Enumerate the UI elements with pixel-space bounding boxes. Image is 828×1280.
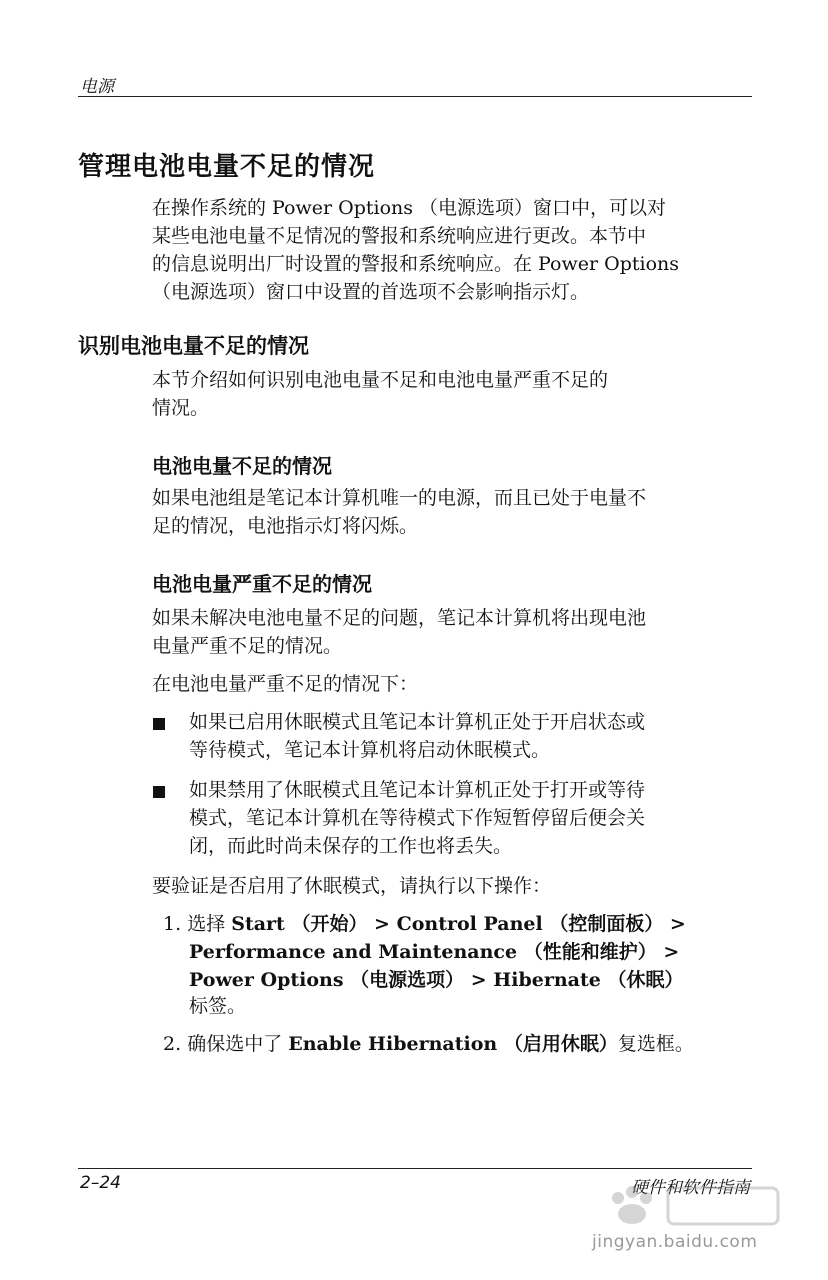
step-1-line: [163, 910, 686, 938]
subsection-intro-line: 本节介绍如何识别电池电量不足和电池电量严重不足的: [152, 369, 609, 391]
bullet-line: 模式，笔记本计算机在等待模式下作短暂停留后便会关: [189, 807, 646, 829]
bullet-line: 等待模式，笔记本计算机将启动休眠模式。: [189, 739, 551, 761]
low-battery-title: 电池电量不足的情况: [152, 454, 332, 478]
bullet-marker: [153, 786, 165, 798]
watermark-url: jingyan.baidu.com: [592, 1232, 758, 1252]
header-title: 电源: [80, 77, 114, 97]
subsection-intro-line: 情况。: [152, 397, 210, 419]
step-text: 确保选中了: [187, 1033, 289, 1055]
critical-lead: 在电池电量严重不足的情况下：: [152, 673, 419, 695]
step-1-line: [189, 966, 683, 994]
subsection-title: 识别电池电量不足的情况: [78, 334, 309, 358]
section-intro-line: 的信息说明出厂时设置的警报和系统响应。在 Power Options: [152, 253, 680, 275]
bullet-line: 如果禁用了休眠模式且笔记本计算机正处于打开或等待: [189, 779, 646, 801]
page-header: [78, 72, 752, 97]
step-checkbox-name: Enable Hibernation （启用休眠）: [288, 1033, 618, 1055]
low-battery-line: 足的情况，电池指示灯将闪烁。: [152, 515, 419, 537]
page-footer: [78, 1168, 752, 1198]
step-2-line: [163, 1030, 694, 1058]
low-battery-line: 如果电池组是笔记本计算机唯一的电源，而且已处于电量不: [152, 487, 647, 509]
page-number: 2–24: [80, 1173, 121, 1193]
critical-battery-line: 如果未解决电池电量不足的问题，笔记本计算机将出现电池: [152, 607, 647, 629]
step-text: 选择: [187, 913, 232, 935]
step-menu-path: Power Options （电源选项） > Hibernate （休眠）: [189, 969, 684, 991]
critical-battery-line: 电量严重不足的情况。: [152, 635, 343, 657]
book-title: 硬件和软件指南: [631, 1178, 750, 1198]
step-number: 2.: [163, 1033, 182, 1055]
section-title: 管理电池电量不足的情况: [78, 152, 376, 182]
step-text: 复选框。: [617, 1033, 694, 1055]
bullet-marker: [153, 718, 165, 730]
step-1-line: 标签。: [189, 995, 247, 1017]
bullet-line: 闭，而此时尚未保存的工作也将丢失。: [189, 835, 513, 857]
step-1-line: [189, 938, 679, 966]
step-menu-path: Start （开始） > Control Panel （控制面板） >: [231, 913, 686, 935]
step-number: 1.: [163, 913, 182, 935]
step-menu-path: Performance and Maintenance （性能和维护） >: [189, 941, 680, 963]
section-intro-line: 在操作系统的 Power Options （电源选项）窗口中，可以对: [152, 197, 667, 219]
section-intro-line: （电源选项）窗口中设置的首选项不会影响指示灯。: [152, 281, 590, 303]
critical-battery-title: 电池电量严重不足的情况: [152, 572, 372, 596]
section-intro-line: 某些电池电量不足情况的警报和系统响应进行更改。本节中: [152, 225, 647, 247]
verify-lead: 要验证是否启用了休眠模式，请执行以下操作：: [152, 875, 552, 897]
bullet-line: 如果已启用休眠模式且笔记本计算机正处于开启状态或: [189, 711, 646, 733]
